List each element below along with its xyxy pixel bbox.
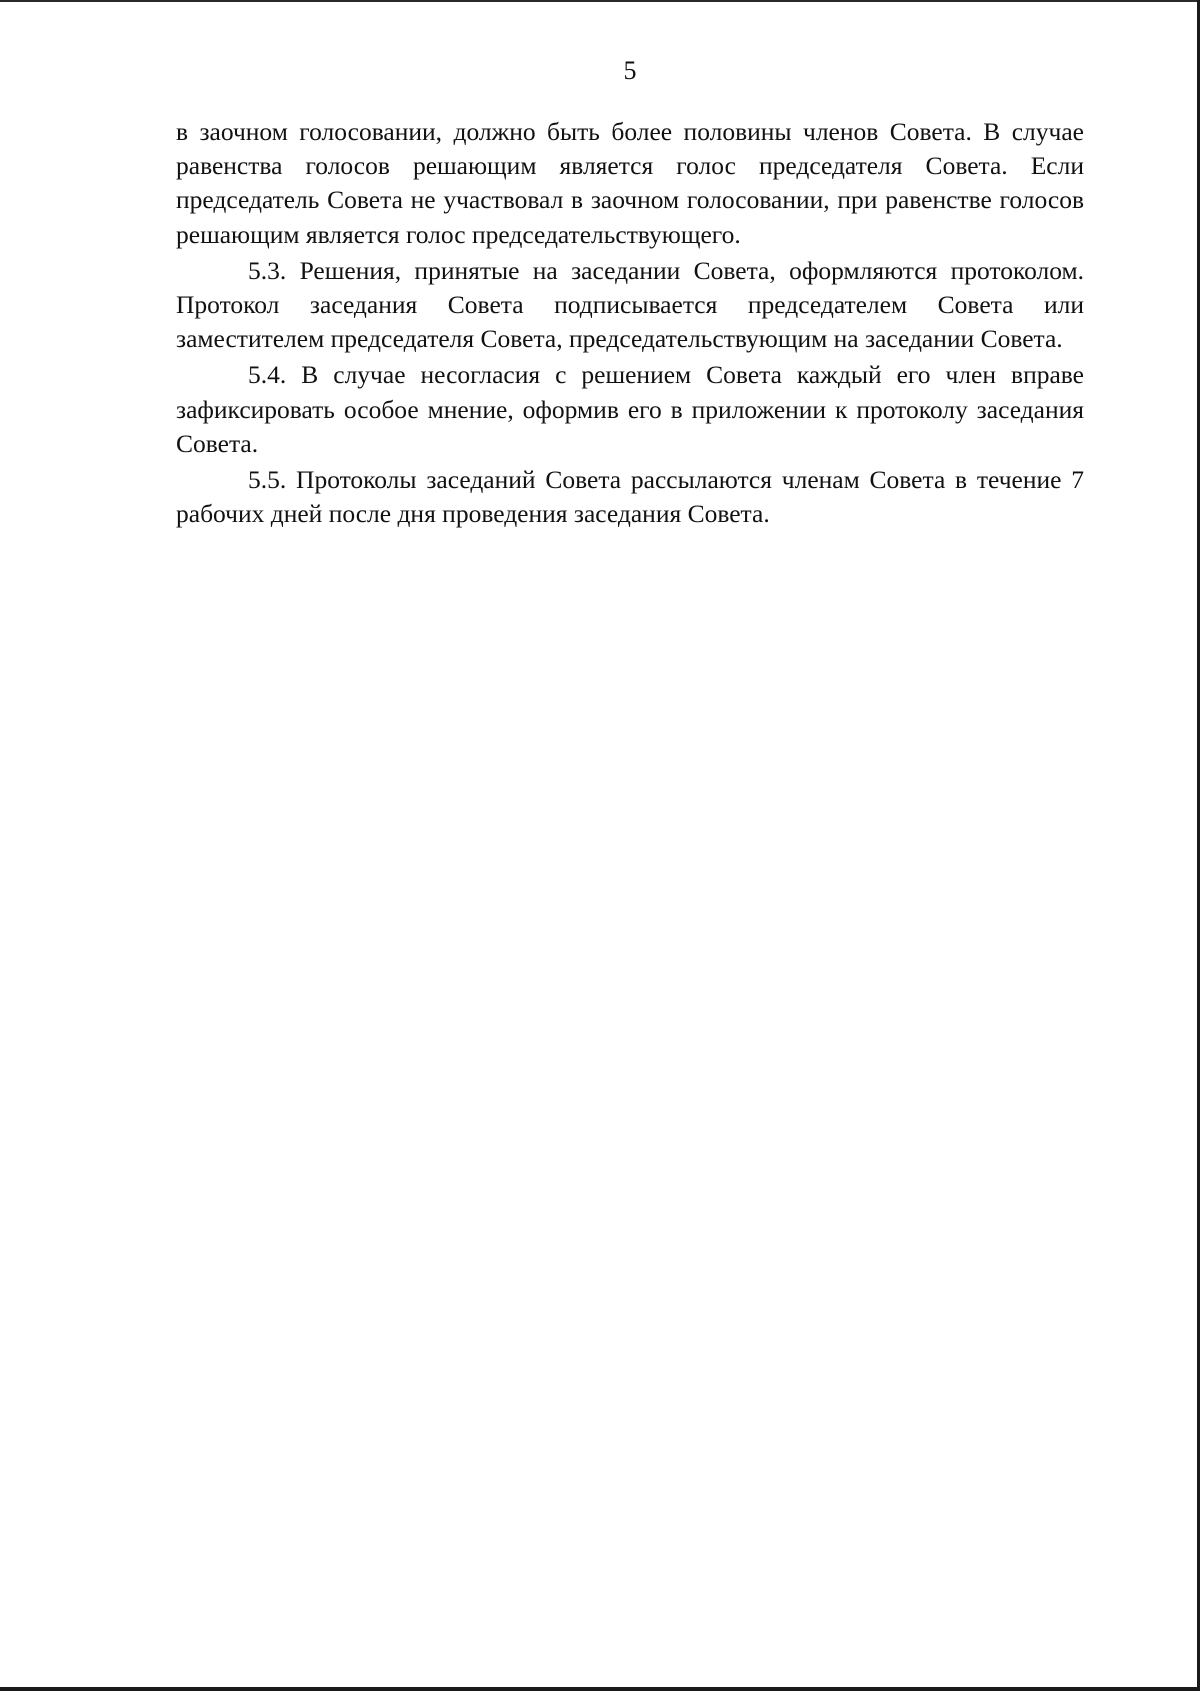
paragraph-5-3: 5.3. Решения, принятые на заседании Совета, оформляются протоколом. Протокол заседания Совета подписывается председателем Совета или заместителем председателя Совета, председательствующим на заседании Совета. xyxy=(176,255,1084,354)
page-number: 5 xyxy=(623,56,637,85)
paragraph-5-4: 5.4. В случае несогласия с решением Совета каждый его член вправе зафиксировать особое мнение, оформив его в приложении к протоколу заседания Совета. xyxy=(176,360,1084,458)
scan-edge-top xyxy=(0,0,1200,2)
paragraph-continuation: в заочном голосовании, должно быть более половины членов Совета. В случае равенства голосов решающим является голос председателя Совета. Если председатель Совета не участвовал в заочном голосовании, при равенстве голосов решающим является голос председательствующего. xyxy=(176,117,1084,249)
paragraph-5-5: 5.5. Протоколы заседаний Совета рассылаются членам Совета в течение 7 рабочих дней после дня проведения заседания Совета. xyxy=(176,465,1084,529)
document-body xyxy=(176,115,1084,531)
scan-edge-bottom xyxy=(0,1687,1200,1691)
